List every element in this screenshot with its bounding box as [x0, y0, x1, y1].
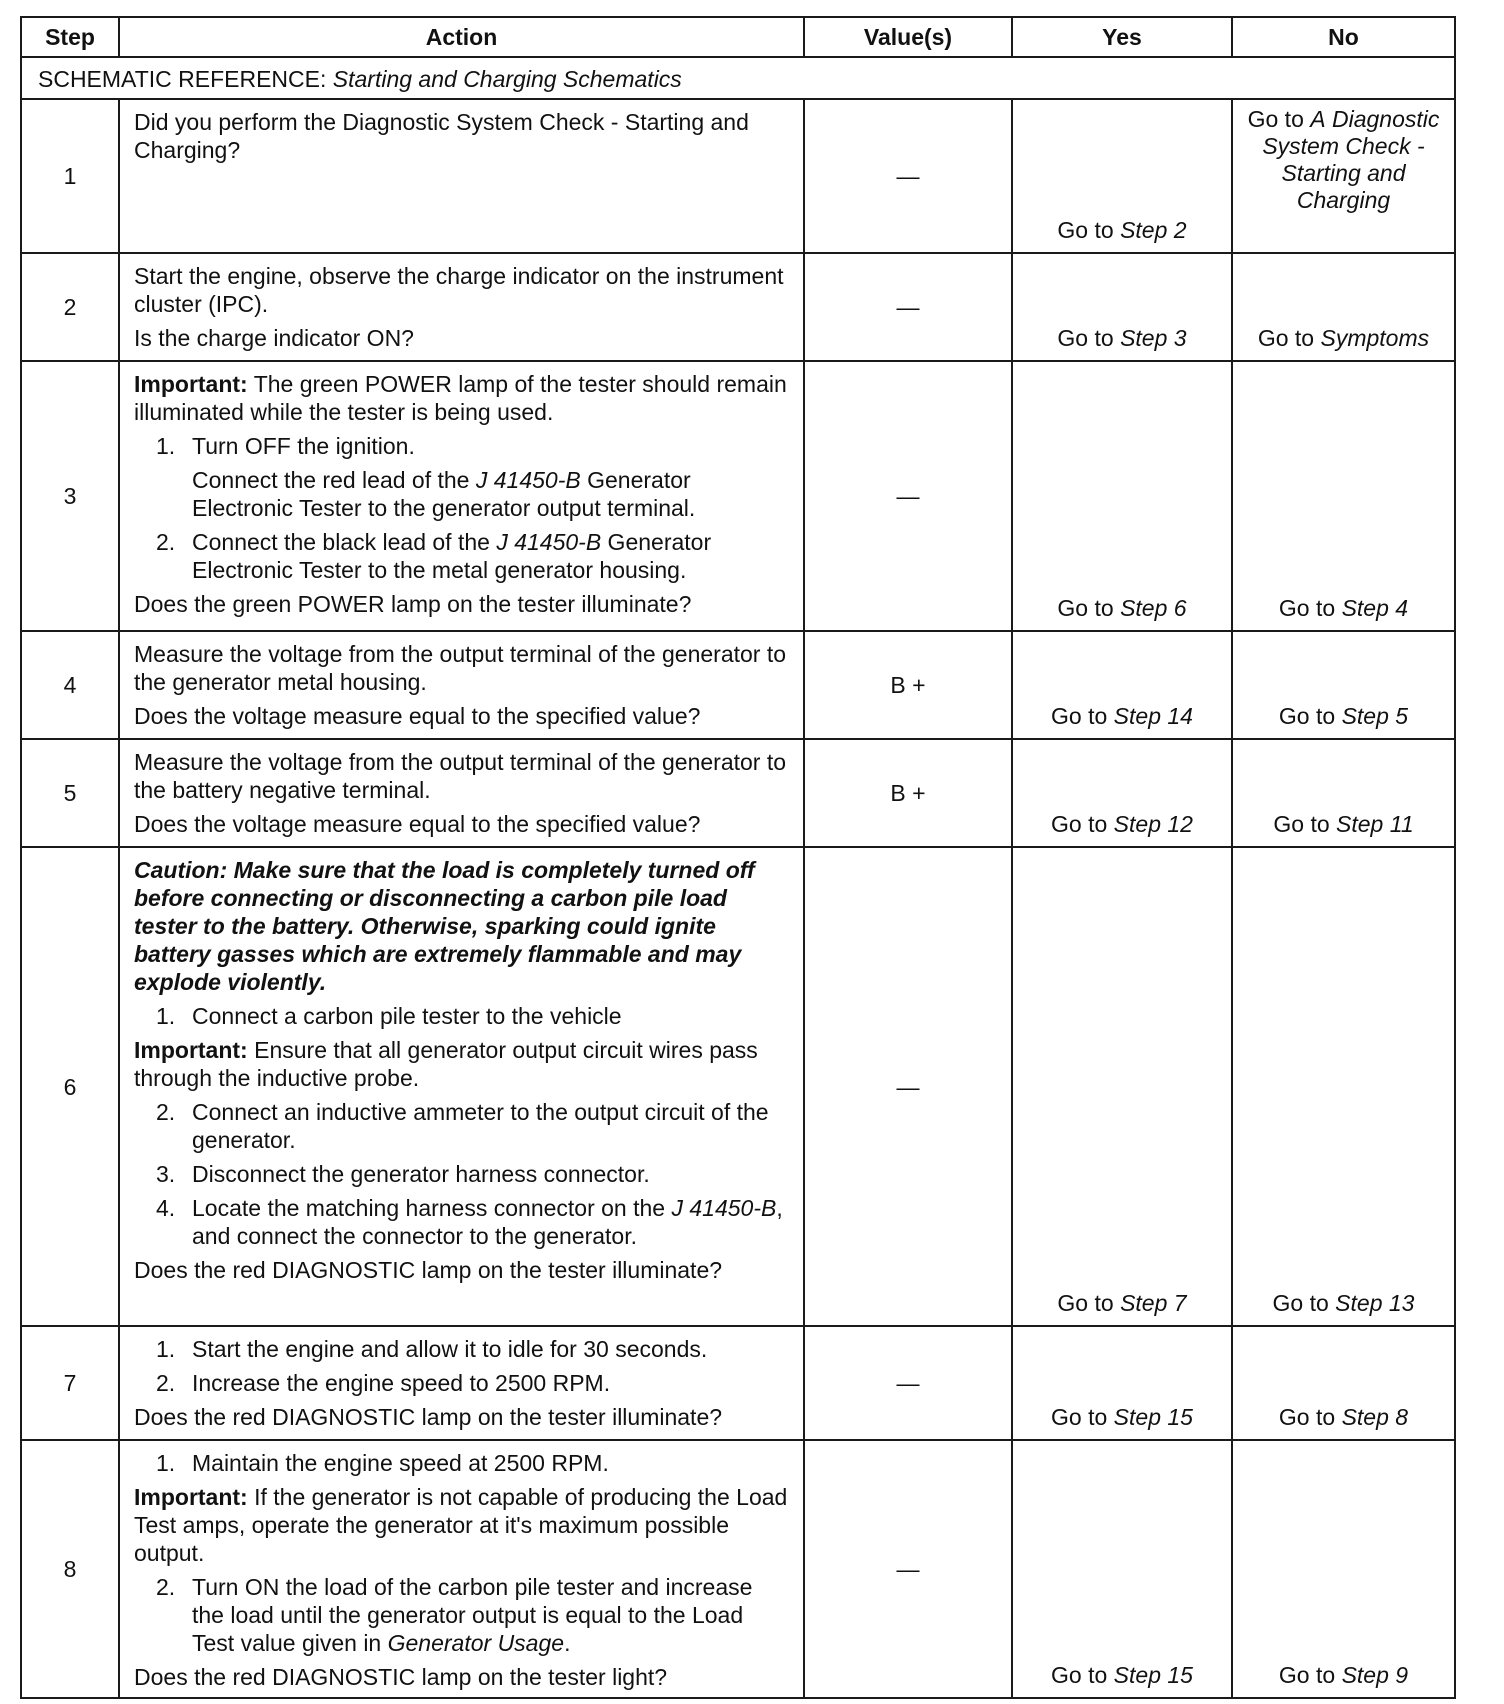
caution-note: Caution: Make sure that the load is completely turned off before connecting or disconnecting a carbon pile load tester to the battery. Otherwise, sparking could ignite battery gasses which are extremely flammable and may explode violently. — [134, 857, 755, 995]
no-cell: Go to Step 11 — [1232, 739, 1455, 847]
table-row — [21, 1440, 1455, 1698]
procedure-list — [134, 1335, 789, 1397]
yes-cell: Go to Step 3 — [1012, 253, 1232, 361]
table-row — [21, 361, 1455, 631]
table-row — [21, 739, 1455, 847]
action-cell — [119, 1440, 804, 1698]
header-no: No — [1232, 17, 1455, 57]
table-row — [21, 253, 1455, 361]
no-step-ref: Step 8 — [1341, 1404, 1409, 1430]
step-number: 8 — [21, 1440, 119, 1698]
no-cell: Go to Step 4 — [1232, 361, 1455, 631]
no-cell: Go to Symptoms — [1232, 253, 1455, 361]
value-cell: — — [804, 847, 1012, 1326]
value-cell: — — [804, 1440, 1012, 1698]
yes-step-ref: Step 12 — [1113, 811, 1193, 837]
yes-cell: Go to Step 7 — [1012, 847, 1232, 1326]
action-text: Did you perform the Diagnostic System Check - Starting and Charging? — [134, 109, 749, 163]
no-step-ref: Step 13 — [1335, 1290, 1415, 1316]
procedure-subtext: Connect the red lead of the J 41450-B Generator Electronic Tester to the generator output terminal. — [192, 467, 696, 521]
tool-ref: J 41450-B — [671, 1195, 777, 1221]
no-cell: Go to Step 5 — [1232, 631, 1455, 739]
yes-step-ref: Step 15 — [1113, 1662, 1193, 1688]
procedure-item: 4. Locate the matching harness connector on the J 41450-B, and connect the connector to the generator. — [156, 1195, 783, 1249]
action-question: Does the voltage measure equal to the specified value? — [134, 811, 701, 837]
action-question: Does the red DIAGNOSTIC lamp on the tester illuminate? — [134, 1257, 723, 1283]
yes-step-ref: Step 15 — [1113, 1404, 1193, 1430]
procedure-item: 1. Maintain the engine speed at 2500 RPM. — [156, 1450, 609, 1476]
yes-cell: Go to Step 14 — [1012, 631, 1232, 739]
table-row — [21, 1326, 1455, 1440]
value-cell: — — [804, 253, 1012, 361]
action-cell — [119, 253, 804, 361]
no-step-ref: Diagnostic System Check - Starting and Charging — [1262, 106, 1440, 213]
header-action: Action — [119, 17, 804, 57]
procedure-list — [134, 1573, 789, 1657]
header-row — [21, 17, 1455, 57]
procedure-list — [134, 1449, 789, 1477]
yes-step-ref: Step 2 — [1120, 217, 1187, 243]
procedure-item: 2. Increase the engine speed to 2500 RPM. — [156, 1370, 611, 1396]
procedure-list — [134, 1002, 789, 1030]
tool-ref: J 41450-B — [496, 529, 602, 555]
tool-ref: J 41450-B — [475, 467, 581, 493]
value-cell: — — [804, 361, 1012, 631]
table-row — [21, 847, 1455, 1326]
diagnostic-table-page — [20, 16, 1454, 1699]
yes-step-ref: Step 6 — [1120, 595, 1187, 621]
value-cell: — — [804, 1326, 1012, 1440]
no-step-ref: Step 4 — [1341, 595, 1409, 621]
header-values: Value(s) — [804, 17, 1012, 57]
action-question: Does the voltage measure equal to the specified value? — [134, 703, 701, 729]
action-text: Start the engine, observe the charge indicator on the instrument cluster (IPC). — [134, 263, 784, 317]
procedure-item: 2. Turn ON the load of the carbon pile tester and increase the load until the generator output is equal to the Load Test value given in Generator Usage. — [156, 1574, 753, 1656]
yes-cell: Go to Step 12 — [1012, 739, 1232, 847]
procedure-list — [134, 1098, 789, 1250]
action-cell — [119, 361, 804, 631]
action-cell — [119, 631, 804, 739]
no-step-ref: Step 9 — [1341, 1662, 1409, 1688]
no-cell: Go to A Diagnostic System Check - Starting and Charging — [1232, 99, 1455, 253]
generator-usage-ref: Generator Usage — [387, 1630, 565, 1656]
no-step-ref: Step 5 — [1341, 703, 1409, 729]
header-yes: Yes — [1012, 17, 1232, 57]
no-cell: Go to Step 8 — [1232, 1326, 1455, 1440]
yes-cell: Go to Step 6 — [1012, 361, 1232, 631]
important-note: Important: If the generator is not capable of producing the Load Test amps, operate the generator at it's maximum possible output. — [134, 1484, 788, 1566]
step-number: 2 — [21, 253, 119, 361]
yes-step-ref: Step 7 — [1120, 1290, 1187, 1316]
schematic-reference: SCHEMATIC REFERENCE: Starting and Charging Schematics — [21, 57, 1455, 99]
schematic-reference-row — [21, 57, 1455, 99]
procedure-item: 1. Connect a carbon pile tester to the vehicle — [156, 1003, 622, 1029]
action-cell — [119, 1326, 804, 1440]
step-number: 3 — [21, 361, 119, 631]
step-number: 6 — [21, 847, 119, 1326]
important-note: Important: Ensure that all generator output circuit wires pass through the inductive probe. — [134, 1037, 758, 1091]
table-row — [21, 99, 1455, 253]
yes-step-ref: Step 14 — [1113, 703, 1193, 729]
action-cell — [119, 99, 804, 253]
procedure-item: 1. Start the engine and allow it to idle for 30 seconds. — [156, 1336, 708, 1362]
action-question: Does the green POWER lamp on the tester illuminate? — [134, 591, 692, 617]
yes-cell: Go to Step 2 — [1012, 99, 1232, 253]
step-number: 4 — [21, 631, 119, 739]
yes-step-ref: Step 3 — [1120, 325, 1187, 351]
yes-cell: Go to Step 15 — [1012, 1326, 1232, 1440]
yes-cell: Go to Step 15 — [1012, 1440, 1232, 1698]
value-cell: — — [804, 99, 1012, 253]
header-step: Step — [21, 17, 119, 57]
procedure-item: 2. Connect the black lead of the J 41450-B Generator Electronic Tester to the metal generator housing. — [156, 529, 712, 583]
no-cell: Go to Step 9 — [1232, 1440, 1455, 1698]
action-question: Does the red DIAGNOSTIC lamp on the tester light? — [134, 1664, 668, 1690]
value-cell: B + — [804, 739, 1012, 847]
important-note: Important: The green POWER lamp of the tester should remain illuminated while the tester is being used. — [134, 371, 787, 425]
no-step-ref: Step 11 — [1336, 811, 1414, 837]
action-question: Does the red DIAGNOSTIC lamp on the tester illuminate? — [134, 1404, 723, 1430]
procedure-list — [134, 432, 789, 584]
value-cell: B + — [804, 631, 1012, 739]
action-text: Measure the voltage from the output terminal of the generator to the generator metal housing. — [134, 641, 787, 695]
diagnostic-table — [20, 16, 1456, 1699]
action-question: Is the charge indicator ON? — [134, 325, 414, 351]
step-number: 5 — [21, 739, 119, 847]
action-cell — [119, 847, 804, 1326]
schematic-reference-link: Starting and Charging Schematics — [332, 66, 682, 92]
step-number: 7 — [21, 1326, 119, 1440]
procedure-item: 1. Turn OFF the ignition. Connect the red lead of the J 41450-B Generator Electronic Tester to the generator output terminal. — [134, 432, 789, 522]
action-cell — [119, 739, 804, 847]
no-cell: Go to Step 13 — [1232, 847, 1455, 1326]
table-row — [21, 631, 1455, 739]
procedure-item: 2. Connect an inductive ammeter to the output circuit of the generator. — [156, 1099, 769, 1153]
no-step-ref: Symptoms — [1320, 325, 1430, 351]
procedure-item: 3. Disconnect the generator harness connector. — [156, 1161, 650, 1187]
action-text: Measure the voltage from the output terminal of the generator to the battery negative terminal. — [134, 749, 787, 803]
step-number: 1 — [21, 99, 119, 253]
